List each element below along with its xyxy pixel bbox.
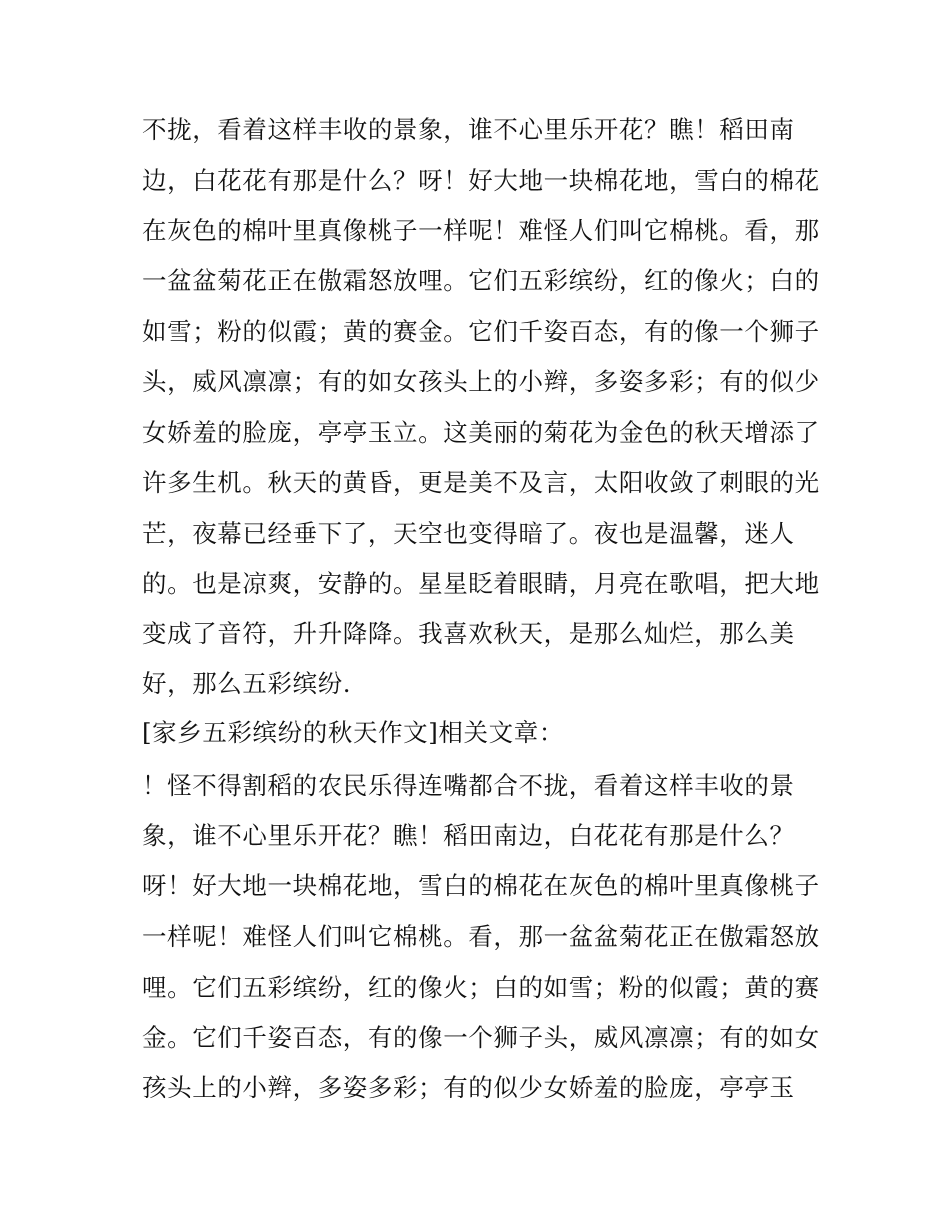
text-line: 不拢，看着这样丰收的景象，谁不心里乐开花？瞧！稻田南 — [142, 115, 795, 144]
text-line: ！怪不得割稻的农民乐得连嘴都合不拢，看着这样丰收的景 — [142, 771, 795, 800]
text-line: 象，谁不心里乐开花？瞧！稻田南边，白花花有那是什么？ — [142, 821, 795, 850]
text-line: 一样呢！难怪人们叫它棉桃。看，那一盆盆菊花正在傲霜怒放 — [142, 922, 820, 951]
text-line: 孩头上的小辫，多姿多彩；有的似少女娇羞的脸庞，亭亭玉 — [142, 1073, 795, 1102]
text-line: 头，威风凛凛；有的如女孩头上的小辫，多姿多彩；有的似少 — [142, 367, 820, 396]
related-articles-heading: [家乡五彩缤纷的秋天作文]相关文章： — [142, 718, 564, 747]
text-line: 呀！好大地一块棉花地，雪白的棉花在灰色的棉叶里真像桃子 — [142, 871, 820, 900]
text-line: 一盆盆菊花正在傲霜怒放哩。它们五彩缤纷，红的像火；白的 — [142, 266, 820, 295]
text-line: 变成了音符，升升降降。我喜欢秋天，是那么灿烂，那么美 — [142, 619, 795, 648]
text-line: 如雪；粉的似霞；黄的赛金。它们千姿百态，有的像一个狮子 — [142, 317, 820, 346]
text-line: 芒，夜幕已经垂下了，天空也变得暗了。夜也是温馨，迷人 — [142, 519, 795, 548]
text-line: 在灰色的棉叶里真像桃子一样呢！难怪人们叫它棉桃。看，那 — [142, 216, 820, 245]
text-line: 金。它们千姿百态，有的像一个狮子头，威风凛凛；有的如女 — [142, 1023, 820, 1052]
text-line: 女娇羞的脸庞，亭亭玉立。这美丽的菊花为金色的秋天增添了 — [142, 418, 820, 447]
text-line: 的。也是凉爽，安静的。星星眨着眼睛，月亮在歌唱，把大地 — [142, 569, 820, 598]
text-line: 哩。它们五彩缤纷，红的像火；白的如雪；粉的似霞；黄的赛 — [142, 973, 820, 1002]
text-line: 许多生机。秋天的黄昏，更是美不及言，太阳收敛了刺眼的光 — [142, 468, 820, 497]
text-line: 边，白花花有那是什么？呀！好大地一块棉花地，雪白的棉花 — [142, 166, 820, 195]
text-line: 好，那么五彩缤纷. — [142, 669, 352, 698]
